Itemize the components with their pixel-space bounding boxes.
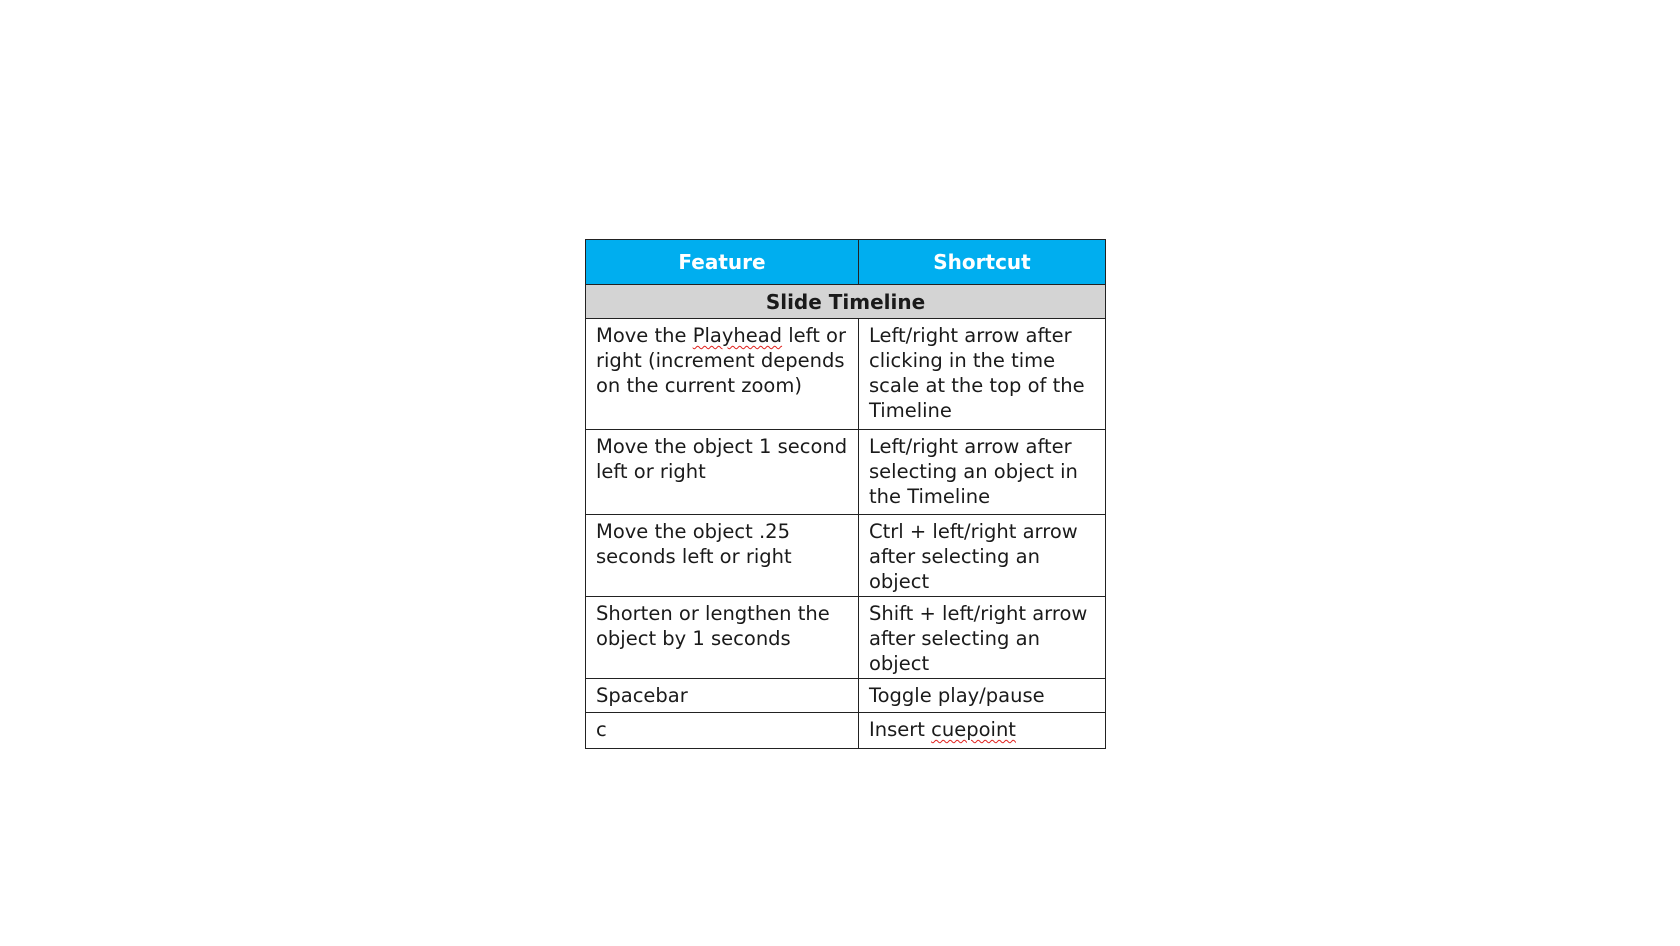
spellcheck-flagged-word: Playhead [692,324,783,347]
shortcut-cell: Shift + left/right arrow after selecting an object [859,597,1106,679]
section-title: Slide Timeline [586,285,1106,319]
shortcut-cell [859,713,1106,749]
feature-cell: Spacebar [586,679,859,713]
shortcuts-table [585,239,1106,749]
feature-cell: Shorten or lengthen the object by 1 seconds [586,597,859,679]
section-row [586,285,1106,319]
shortcut-cell: Left/right arrow after selecting an object in the Timeline [859,430,1106,515]
table-row [586,319,1106,430]
table-row [586,430,1106,515]
feature-text-part: Move the [596,324,693,347]
feature-cell: c [586,713,859,749]
table-row [586,679,1106,713]
table-header-row [586,240,1106,285]
shortcut-cell: Toggle play/pause [859,679,1106,713]
shortcut-text-part: Insert [869,718,932,741]
feature-cell: Move the object 1 second left or right [586,430,859,515]
feature-text-part: left or right (increment depends on the current zoom) [596,324,846,397]
shortcut-cell: Left/right arrow after clicking in the time scale at the top of the Timeline [859,319,1106,430]
table-row [586,515,1106,597]
feature-cell: Move the object .25 seconds left or right [586,515,859,597]
header-shortcut: Shortcut [859,240,1106,285]
feature-cell [586,319,859,430]
table-row [586,597,1106,679]
shortcut-cell: Ctrl + left/right arrow after selecting an object [859,515,1106,597]
table-row [586,713,1106,749]
header-feature: Feature [586,240,859,285]
spellcheck-flagged-word: cuepoint [931,718,1016,741]
